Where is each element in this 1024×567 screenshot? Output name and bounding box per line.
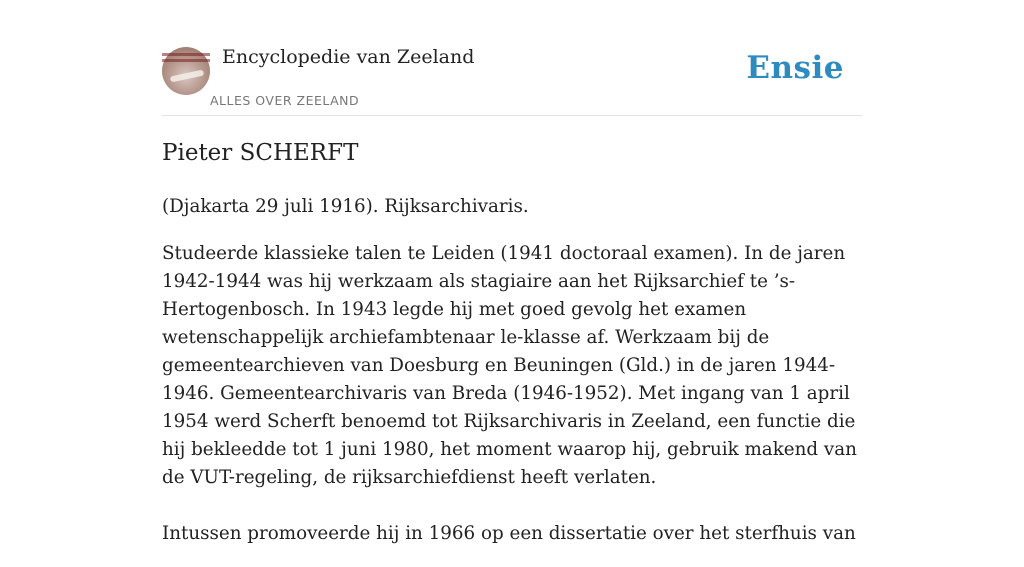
site-avatar[interactable]: [162, 47, 210, 95]
site-tagline: ALLES OVER ZEELAND: [210, 93, 360, 108]
article-paragraph: Studeerde klassieke talen te Leiden (1941 doctoraal examen). In de jaren 1942-1944 was hij werkzaam als stagiaire aan het Rijksarchief te ’s-Hertogenbosch. In 1943 legde hij met goed gevolg het examen wetenschappelijk archiefambtenaar le-klasse af. Werkzaam bij de gemeentearchieven van Doesburg en Beuningen (Gld.) in de jaren 1944-1946. Gemeentearchivaris van Breda (1946-1952). Met ingang van 1 april 1954 werd Scherft benoemd tot Rijksarchivaris in Zeeland, een functie die hij bekleedde tot 1 juni 1980, het moment waarop hij, gebruik makend van de VUT-regeling, de rijksarchiefdienst heeft verlaten.: [162, 243, 857, 488]
ensie-logo[interactable]: Ensie: [746, 50, 844, 86]
avatar-decoration: [162, 59, 210, 62]
page: [162, 0, 862, 544]
site-header: [162, 0, 862, 116]
avatar-decoration: [162, 53, 210, 56]
site-title[interactable]: Encyclopedie van Zeeland: [222, 46, 475, 68]
avatar-decoration: [170, 70, 205, 83]
article-title: Pieter SCHERFT: [162, 140, 359, 166]
article-body: [162, 193, 862, 567]
article-paragraph: Intussen promoveerde hij in 1966 op een dissertatie over het sterfhuis van: [162, 523, 856, 544]
article-paragraph: (Djakarta 29 juli 1916). Rijksarchivaris.: [162, 196, 529, 217]
